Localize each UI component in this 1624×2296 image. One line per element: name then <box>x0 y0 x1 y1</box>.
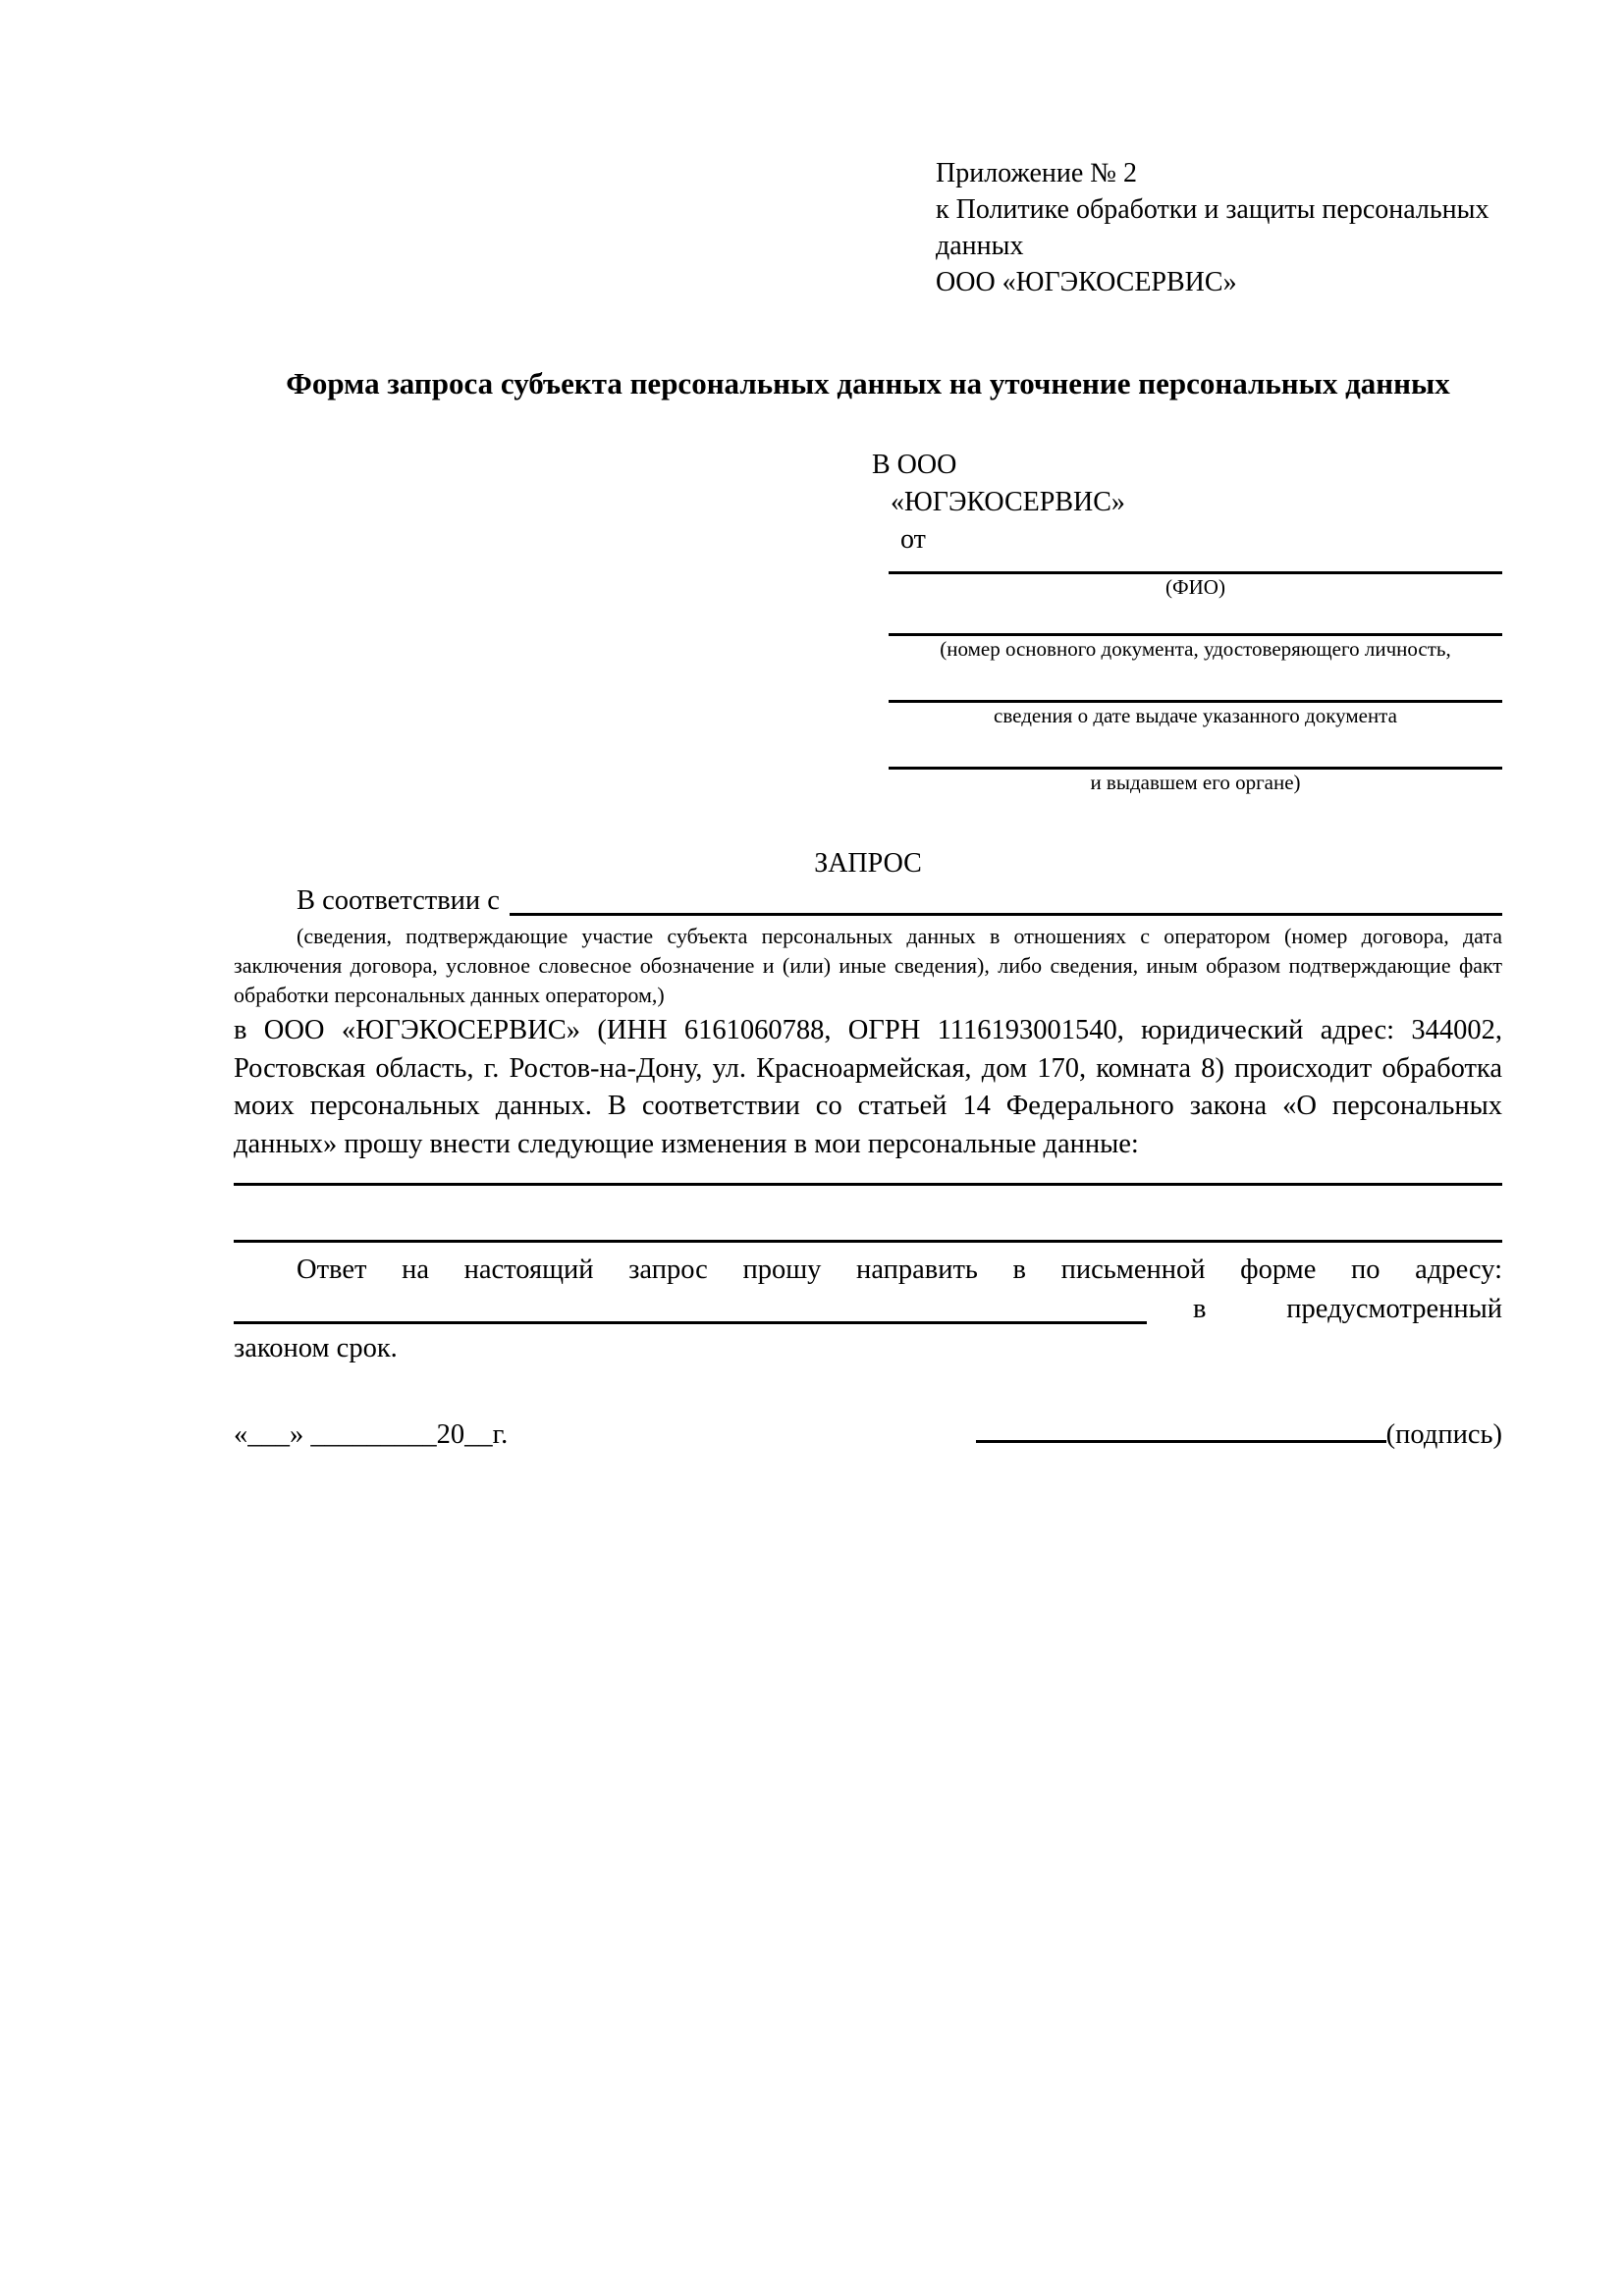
annex-line: данных <box>936 231 1024 261</box>
annex-block <box>936 155 1502 300</box>
annex-line: Приложение № 2 <box>936 158 1137 188</box>
signature-caption: (подпись) <box>1385 1419 1502 1450</box>
date-blank: «___» _________20__г. <box>234 1419 509 1450</box>
accordance-blank-line <box>510 882 1502 916</box>
annex-line: к Политике обработки и защиты персональных <box>936 194 1489 225</box>
reply-address-row <box>234 1290 1502 1329</box>
recipient-block <box>872 447 1502 796</box>
recipient-to: В ООО <box>872 450 957 480</box>
changes-blank-line-2 <box>234 1240 1502 1243</box>
operator-paragraph: в ООО «ЮГЭКОСЕРВИС» (ИНН 6161060788, ОГРН 1116193001540, юридический адрес: 344002, Ростовская область, г. Ростов-на-Дону, ул. Красноармейская, дом 170, комната 8) происходит обработка моих персональных данных. В соответствии со статьей 14 Федерального закона «О персональных данных» прошу внести следующие изменения в мои персональные данные: <box>234 1015 1502 1159</box>
id-document-caption: (номер основного документа, удостоверяющего личность, <box>940 637 1451 661</box>
form-title: Форма запроса субъекта персональных данных на уточнение персональных данных <box>286 366 1450 400</box>
fio-caption: (ФИО) <box>1165 575 1225 599</box>
recipient-from-label: от <box>900 524 926 555</box>
accordance-footnote: (сведения, подтверждающие участие субъекта персональных данных в отношениях с оператором (номер договора, дата заключения договора, условное словесное обозначение и (или) иные сведения), либо сведения, иным образом подтверждающие факт обработки персональных данных оператором,) <box>234 924 1502 1007</box>
reply-suffix: в предусмотренный <box>1193 1294 1502 1324</box>
accordance-prefix: В соответствии с <box>297 885 500 916</box>
accordance-line <box>234 882 1502 920</box>
reply-closing: законом срок. <box>234 1333 398 1363</box>
issue-date-caption: сведения о дате выдаче указанного документа <box>994 704 1397 727</box>
request-heading: ЗАПРОС <box>814 848 922 879</box>
signature-group <box>976 1412 1502 1455</box>
recipient-company-name: «ЮГЭКОСЕРВИС» <box>891 487 1125 517</box>
issuer-caption: и выдавшем его органе) <box>1090 771 1301 794</box>
date-signature-row <box>234 1412 1502 1455</box>
changes-blank-line-1 <box>234 1183 1502 1186</box>
signature-blank-line <box>976 1412 1386 1443</box>
reply-sentence: Ответ на настоящий запрос прошу направить в письменной форме по адресу: <box>297 1255 1502 1285</box>
annex-line: ООО «ЮГЭКОСЕРВИС» <box>936 267 1237 297</box>
reply-address-blank-line <box>234 1321 1147 1324</box>
